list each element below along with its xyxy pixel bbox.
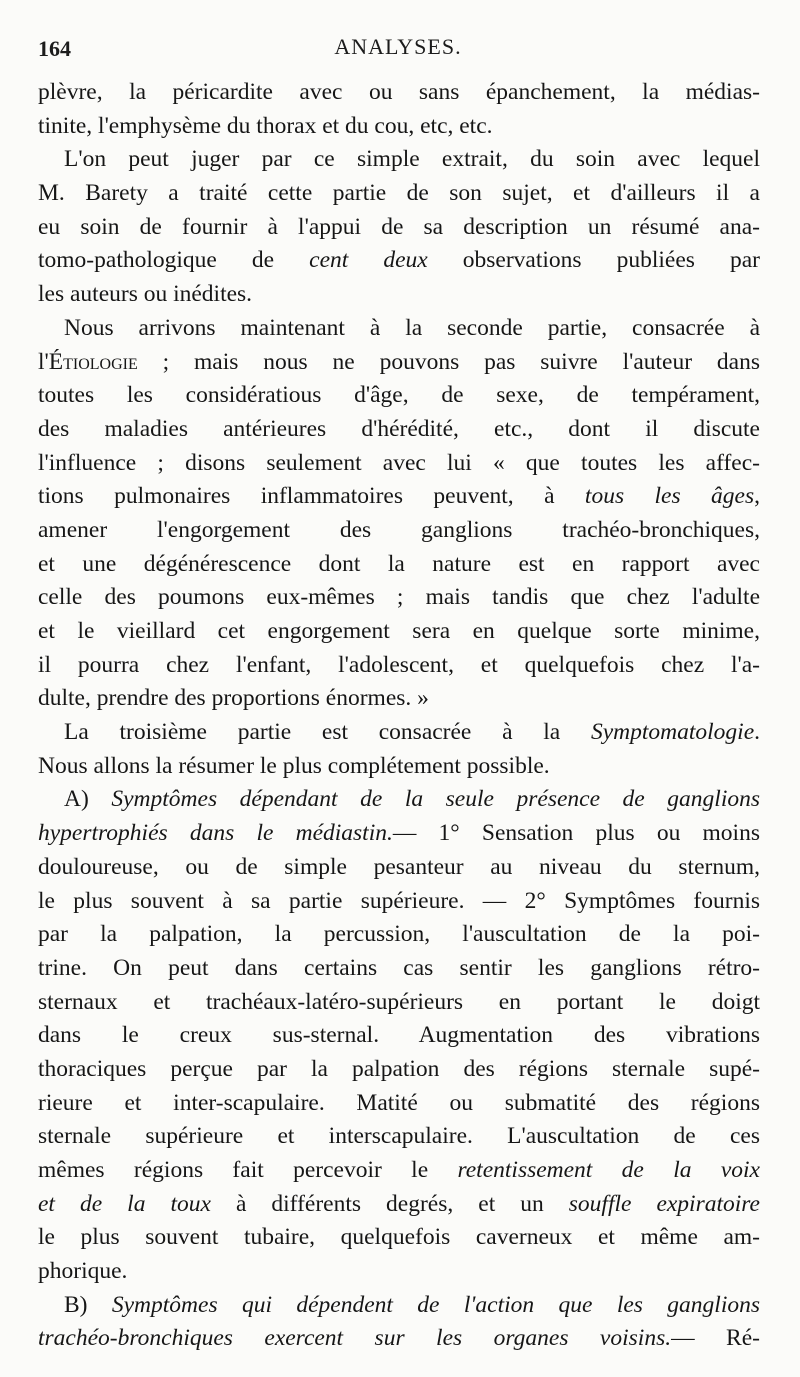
text-line [38, 1120, 760, 1154]
text-line [38, 480, 760, 514]
text-segment: amener l'engorgement des ganglions trachéo-bronchiques, [38, 516, 760, 543]
text-segment: sternaux et trachéaux-latéro-supérieurs en portant le doigt [38, 988, 760, 1015]
text-line [38, 278, 760, 312]
text-line [38, 211, 760, 245]
text-line [38, 1087, 760, 1121]
text-segment: à différents degrés, et un [210, 1190, 569, 1217]
text-line [38, 346, 760, 380]
text-line [38, 851, 760, 885]
text-line [38, 143, 760, 177]
italic-text: cent deux [309, 247, 428, 274]
text-segment: La troisième partie est consacrée à la [64, 719, 591, 746]
italic-text: trachéo-bronchiques exercent sur les organes voisins. [38, 1325, 672, 1352]
text-segment: trine. On peut dans certains cas sentir les ganglions rétro- [38, 954, 760, 981]
text-segment: Nous allons la résumer le plus complétement possible. [38, 752, 550, 779]
text-line [38, 447, 760, 481]
text-line [38, 76, 760, 110]
page-header [38, 28, 758, 64]
text-segment: l'influence ; disons seulement avec lui « que toutes les affec- [38, 449, 760, 476]
text-segment: celle des poumons eux-mêmes ; mais tandis que chez l'adulte [38, 584, 760, 611]
text-segment: rieure et inter-scapulaire. Matité ou submatité des régions [38, 1089, 760, 1116]
text-segment: observations publiées par [427, 247, 760, 274]
text-line [38, 682, 760, 716]
text-line [38, 1019, 760, 1053]
text-line [38, 110, 760, 144]
text-segment: sternale supérieure et interscapulaire. L'auscultation de ces [38, 1123, 760, 1150]
text-line [38, 1154, 760, 1188]
text-line [38, 413, 760, 447]
text-segment: B) [64, 1291, 112, 1318]
text-line [38, 1053, 760, 1087]
text-line [38, 615, 760, 649]
text-segment: A) [64, 786, 112, 813]
text-segment: mêmes régions fait percevoir le [38, 1157, 458, 1183]
text-segment: . [754, 719, 760, 746]
body-text [38, 76, 760, 1356]
text-line [38, 1188, 760, 1222]
text-line [38, 548, 760, 582]
text-segment: des maladies antérieures d'hérédité, etc., dont il discute [38, 415, 760, 442]
italic-text: souffle expiratoire [568, 1190, 760, 1217]
text-line [38, 649, 760, 683]
text-line [38, 952, 760, 986]
text-segment: et une dégénérescence dont la nature est en rapport avec [38, 550, 760, 577]
text-line [38, 885, 760, 919]
italic-text: retentissement de la voix [457, 1157, 760, 1183]
text-line [38, 1322, 760, 1356]
text-segment: le plus souvent à sa partie supérieure. — 2° Symptômes fournis [38, 887, 760, 914]
text-segment: — Ré- [671, 1325, 760, 1352]
text-line [38, 716, 760, 750]
text-line [38, 379, 760, 413]
text-segment: les auteurs ou inédites. [38, 281, 253, 308]
text-segment: phorique. [38, 1258, 128, 1285]
text-segment: tomo-pathologique de [38, 247, 310, 274]
text-line [38, 817, 760, 851]
text-line [38, 783, 760, 817]
text-segment: tions pulmonaires inflammatoires peuvent, à [38, 483, 585, 510]
text-segment: dulte, prendre des proportions énormes. » [38, 685, 429, 712]
text-segment: , [754, 483, 760, 510]
text-line [38, 1221, 760, 1255]
running-title: ANALYSES. [334, 34, 462, 59]
italic-text: Symptomatologie [590, 719, 755, 746]
italic-text: Symptômes qui dépendent de l'action que les ganglions [111, 1291, 760, 1318]
page-number: 164 [38, 36, 71, 61]
text-segment: il pourra chez l'enfant, l'adolescent, et quelquefois chez l'a- [38, 651, 760, 678]
text-line [38, 1255, 760, 1289]
text-segment: par la palpation, la percussion, l'auscultation de la poi- [38, 921, 760, 948]
text-line [38, 312, 760, 346]
italic-text: tous les âges [584, 483, 755, 510]
text-segment: douloureuse, ou de simple pesanteur au niveau du sternum, [38, 853, 760, 880]
text-segment: et le vieillard cet engorgement sera en quelque sorte minime, [38, 618, 760, 644]
italic-text: Symptômes dépendant de la seule présence de ganglions [111, 786, 760, 813]
text-segment: ; mais nous ne pouvons pas suivre l'auteur dans [137, 348, 760, 375]
text-line [38, 1289, 760, 1323]
text-segment: le plus souvent tubaire, quelquefois caverneux et même am- [38, 1224, 760, 1251]
text-segment: M. Barety a traité cette partie de son sujet, et d'ailleurs il a [38, 180, 760, 207]
text-segment: — 1° Sensation plus ou moins [392, 820, 760, 847]
text-segment: l' [38, 348, 49, 375]
text-line [38, 514, 760, 548]
text-segment: plèvre, la péricardite avec ou sans épanchement, la médias- [38, 79, 760, 105]
text-line [38, 177, 760, 211]
text-line [38, 918, 760, 952]
text-segment: Nous arrivons maintenant à la seconde partie, consacrée à [64, 314, 760, 341]
italic-text: et de la toux [38, 1190, 211, 1217]
text-segment: dans le creux sus-sternal. Augmentation des vibrations [38, 1022, 760, 1049]
text-segment: tinite, l'emphysème du thorax et du cou, etc, etc. [38, 112, 493, 139]
text-line [38, 986, 760, 1020]
text-segment: L'on peut juger par ce simple extrait, du soin avec lequel [64, 146, 760, 173]
text-line [38, 750, 760, 784]
text-line [38, 581, 760, 615]
text-segment: thoraciques perçue par la palpation des régions sternale supé- [38, 1055, 760, 1082]
text-segment: eu soin de fournir à l'appui de sa description un résumé ana- [38, 213, 760, 240]
text-segment: toutes les considératious d'âge, de sexe, de tempérament, [38, 382, 760, 409]
italic-text: hypertrophiés dans le médiastin. [38, 820, 393, 847]
text-line [38, 244, 760, 278]
small-caps-text: Étiologie [48, 348, 138, 375]
